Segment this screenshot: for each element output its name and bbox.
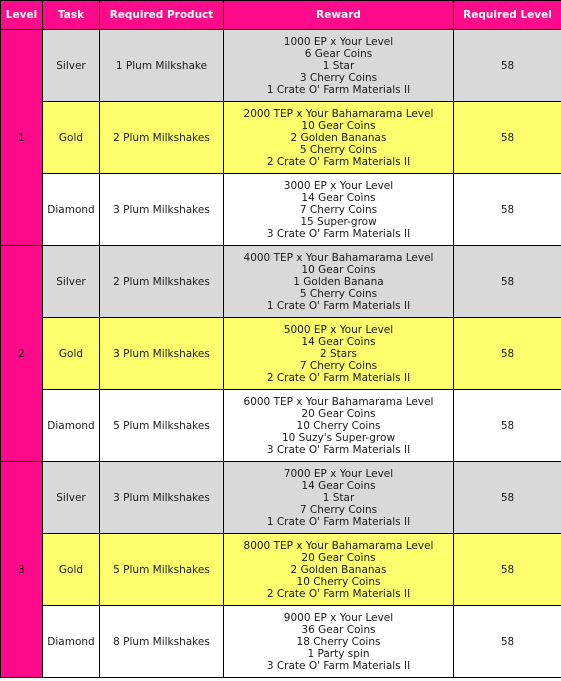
reward-line: 10 Cherry Coins bbox=[296, 575, 381, 588]
table-row bbox=[1, 30, 561, 102]
reward-line: 7 Cherry Coins bbox=[299, 503, 378, 516]
required-level-cell: 58 bbox=[454, 318, 561, 390]
reward-line: 5000 EP x Your Level bbox=[283, 323, 394, 336]
reward-line: 1 Golden Banana bbox=[293, 275, 384, 288]
reward-line: 1000 EP x Your Level bbox=[283, 35, 394, 48]
reward-line: 2 Golden Bananas bbox=[290, 131, 387, 144]
table-row bbox=[1, 606, 561, 678]
reward-line: 3 Cherry Coins bbox=[299, 71, 378, 84]
reward-line: 3 Crate O' Farm Materials II bbox=[266, 443, 411, 456]
reward-line: 14 Gear Coins bbox=[301, 335, 376, 348]
reward-cell bbox=[224, 246, 454, 318]
task-cell: Silver bbox=[43, 246, 100, 318]
reward-line: 2 Stars bbox=[319, 347, 358, 360]
task-cell: Diamond bbox=[43, 390, 100, 462]
reward-cell bbox=[224, 318, 454, 390]
reward-line: 1 Party spin bbox=[307, 647, 370, 660]
required-product-cell: 5 Plum Milkshakes bbox=[100, 534, 224, 606]
reward-line: 10 Suzy's Super-grow bbox=[281, 431, 396, 444]
required-product-cell: 3 Plum Milkshakes bbox=[100, 174, 224, 246]
required-product-cell: 1 Plum Milkshake bbox=[100, 30, 224, 102]
reward-line: 7000 EP x Your Level bbox=[283, 467, 394, 480]
required-product-cell: 3 Plum Milkshakes bbox=[100, 318, 224, 390]
table-row bbox=[1, 246, 561, 318]
reward-line: 2 Crate O' Farm Materials II bbox=[266, 371, 411, 384]
required-level-cell: 58 bbox=[454, 174, 561, 246]
reward-line: 2000 TEP x Your Bahamarama Level bbox=[243, 107, 434, 120]
task-cell: Gold bbox=[43, 534, 100, 606]
required-level-cell: 58 bbox=[454, 390, 561, 462]
reward-line: 5 Cherry Coins bbox=[299, 143, 378, 156]
reward-cell bbox=[224, 102, 454, 174]
reward-line: 8000 TEP x Your Bahamarama Level bbox=[243, 539, 434, 552]
reward-line: 1 Star bbox=[322, 59, 355, 72]
reward-line: 1 Crate O' Farm Materials II bbox=[266, 299, 411, 312]
reward-line: 9000 EP x Your Level bbox=[283, 611, 394, 624]
reward-line: 7 Cherry Coins bbox=[299, 203, 378, 216]
reward-cell bbox=[224, 30, 454, 102]
required-product-cell: 2 Plum Milkshakes bbox=[100, 246, 224, 318]
level-cell: 1 bbox=[1, 30, 43, 246]
required-level-cell: 58 bbox=[454, 534, 561, 606]
reward-line: 3 Crate O' Farm Materials II bbox=[266, 227, 411, 240]
table-row bbox=[1, 318, 561, 390]
reward-line: 7 Cherry Coins bbox=[299, 359, 378, 372]
reward-line: 10 Gear Coins bbox=[301, 263, 376, 276]
required-level-cell: 58 bbox=[454, 102, 561, 174]
reward-line: 1 Star bbox=[322, 491, 355, 504]
level-cell: 3 bbox=[1, 462, 43, 678]
reward-line: 14 Gear Coins bbox=[301, 191, 376, 204]
required-product-cell: 2 Plum Milkshakes bbox=[100, 102, 224, 174]
reward-line: 3000 EP x Your Level bbox=[283, 179, 394, 192]
required-level-cell: 58 bbox=[454, 606, 561, 678]
reward-line: 6 Gear Coins bbox=[304, 47, 373, 60]
header-row bbox=[1, 1, 561, 30]
task-cell: Diamond bbox=[43, 606, 100, 678]
level-cell: 2 bbox=[1, 246, 43, 462]
reward-line: 2 Golden Bananas bbox=[290, 563, 387, 576]
reward-cell bbox=[224, 390, 454, 462]
reward-line: 2 Crate O' Farm Materials II bbox=[266, 155, 411, 168]
table-row bbox=[1, 174, 561, 246]
task-cell: Silver bbox=[43, 462, 100, 534]
header-required-product: Required Product bbox=[100, 1, 224, 30]
task-cell: Gold bbox=[43, 318, 100, 390]
reward-line: 14 Gear Coins bbox=[301, 479, 376, 492]
reward-line: 2 Crate O' Farm Materials II bbox=[266, 587, 411, 600]
required-level-cell: 58 bbox=[454, 246, 561, 318]
task-cell: Gold bbox=[43, 102, 100, 174]
table-row bbox=[1, 462, 561, 534]
task-cell: Silver bbox=[43, 30, 100, 102]
table-row bbox=[1, 534, 561, 606]
required-level-cell: 58 bbox=[454, 30, 561, 102]
reward-line: 15 Super-grow bbox=[300, 215, 377, 228]
header-reward: Reward bbox=[224, 1, 454, 30]
table-row bbox=[1, 390, 561, 462]
reward-cell bbox=[224, 606, 454, 678]
reward-line: 4000 TEP x Your Bahamarama Level bbox=[243, 251, 434, 264]
required-product-cell: 8 Plum Milkshakes bbox=[100, 606, 224, 678]
reward-line: 1 Crate O' Farm Materials II bbox=[266, 83, 411, 96]
reward-line: 10 Gear Coins bbox=[301, 119, 376, 132]
reward-line: 1 Crate O' Farm Materials II bbox=[266, 515, 411, 528]
reward-line: 36 Gear Coins bbox=[301, 623, 376, 636]
reward-line: 5 Cherry Coins bbox=[299, 287, 378, 300]
reward-line: 10 Cherry Coins bbox=[296, 419, 381, 432]
header-level: Level bbox=[1, 1, 43, 30]
table-row bbox=[1, 102, 561, 174]
reward-cell bbox=[224, 174, 454, 246]
reward-line: 6000 TEP x Your Bahamarama Level bbox=[243, 395, 434, 408]
header-task: Task bbox=[43, 1, 100, 30]
required-level-cell: 58 bbox=[454, 462, 561, 534]
reward-line: 18 Cherry Coins bbox=[296, 635, 381, 648]
required-product-cell: 5 Plum Milkshakes bbox=[100, 390, 224, 462]
table-body bbox=[1, 30, 561, 678]
reward-line: 20 Gear Coins bbox=[301, 551, 376, 564]
reward-cell bbox=[224, 534, 454, 606]
reward-line: 20 Gear Coins bbox=[301, 407, 376, 420]
task-cell: Diamond bbox=[43, 174, 100, 246]
header-required-level: Required Level bbox=[454, 1, 561, 30]
required-product-cell: 3 Plum Milkshakes bbox=[100, 462, 224, 534]
reward-line: 3 Crate O' Farm Materials II bbox=[266, 659, 411, 672]
reward-cell bbox=[224, 462, 454, 534]
